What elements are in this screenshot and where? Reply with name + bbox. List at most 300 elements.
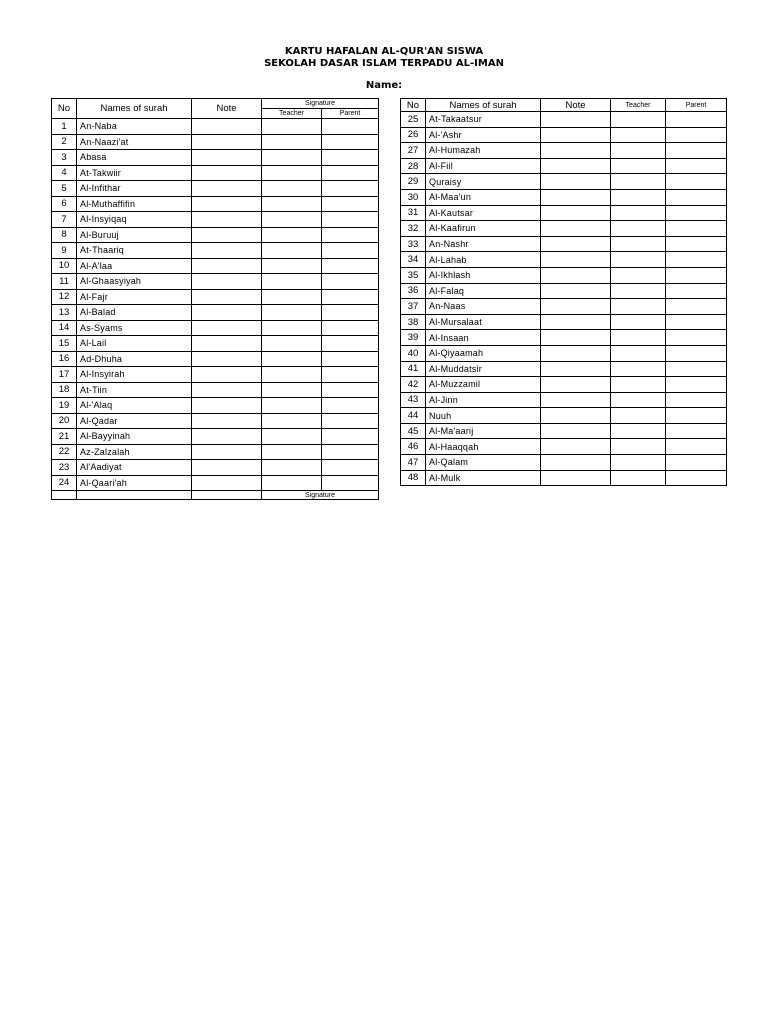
table-row xyxy=(401,439,727,455)
table-row xyxy=(52,150,379,166)
surah-name: Al-Insaan xyxy=(426,330,541,346)
teacher-signature-cell[interactable] xyxy=(262,274,322,290)
row-number: 26 xyxy=(401,127,426,143)
parent-signature-cell[interactable] xyxy=(322,413,379,429)
surah-name: Quraisy xyxy=(426,174,541,190)
surah-name: Al-Fajr xyxy=(77,289,192,305)
note-cell[interactable] xyxy=(192,413,262,429)
table-row xyxy=(401,455,727,471)
row-number: 1 xyxy=(52,119,77,135)
parent-signature-cell[interactable] xyxy=(322,258,379,274)
table-row xyxy=(401,112,727,128)
surah-table-left xyxy=(51,98,379,500)
table-row xyxy=(401,189,727,205)
note-cell[interactable] xyxy=(541,377,611,393)
parent-signature-cell[interactable] xyxy=(322,150,379,166)
parent-signature-cell[interactable] xyxy=(322,367,379,383)
table-row xyxy=(52,196,379,212)
row-number: 29 xyxy=(401,174,426,190)
table-row xyxy=(401,143,727,159)
header-names-of-surah: Names of surah xyxy=(426,99,541,112)
surah-name: Al-Qiyaamah xyxy=(426,345,541,361)
parent-signature-cell[interactable] xyxy=(322,289,379,305)
row-number: 5 xyxy=(52,181,77,197)
row-number: 20 xyxy=(52,413,77,429)
note-cell[interactable] xyxy=(541,283,611,299)
note-cell[interactable] xyxy=(541,392,611,408)
teacher-signature-cell[interactable] xyxy=(262,134,322,150)
surah-table-right xyxy=(400,98,727,486)
parent-signature-cell[interactable] xyxy=(666,252,727,268)
teacher-signature-cell[interactable] xyxy=(262,351,322,367)
table-row xyxy=(401,236,727,252)
parent-signature-cell[interactable] xyxy=(322,196,379,212)
note-cell[interactable] xyxy=(541,423,611,439)
parent-signature-cell[interactable] xyxy=(666,283,727,299)
footer-cell xyxy=(77,491,192,500)
row-number: 48 xyxy=(401,470,426,486)
row-number: 21 xyxy=(52,429,77,445)
surah-name: Al'Aadiyat xyxy=(77,460,192,476)
surah-name: Al-Muddatsir xyxy=(426,361,541,377)
teacher-signature-cell[interactable] xyxy=(262,150,322,166)
row-number: 6 xyxy=(52,196,77,212)
teacher-signature-cell[interactable] xyxy=(611,345,666,361)
table-row xyxy=(52,460,379,476)
parent-signature-cell[interactable] xyxy=(322,382,379,398)
surah-name: Al-Kaafirun xyxy=(426,221,541,237)
table-row xyxy=(401,127,727,143)
surah-name: Al-Ghaasyiyah xyxy=(77,274,192,290)
surah-name: An-Naba xyxy=(77,119,192,135)
note-cell[interactable] xyxy=(541,236,611,252)
teacher-signature-cell[interactable] xyxy=(262,165,322,181)
table-row xyxy=(52,398,379,414)
note-cell[interactable] xyxy=(192,134,262,150)
table-row xyxy=(52,336,379,352)
teacher-signature-cell[interactable] xyxy=(262,398,322,414)
note-cell[interactable] xyxy=(192,382,262,398)
surah-name: Al-Qalam xyxy=(426,455,541,471)
table-row xyxy=(401,267,727,283)
row-number: 25 xyxy=(401,112,426,128)
row-number: 19 xyxy=(52,398,77,414)
surah-name: Al-'Ashr xyxy=(426,127,541,143)
surah-name: Al-Humazah xyxy=(426,143,541,159)
row-number: 37 xyxy=(401,299,426,315)
teacher-signature-cell[interactable] xyxy=(262,429,322,445)
table-row xyxy=(52,413,379,429)
parent-signature-cell[interactable] xyxy=(666,314,727,330)
row-number: 11 xyxy=(52,274,77,290)
note-cell[interactable] xyxy=(192,258,262,274)
note-cell[interactable] xyxy=(541,143,611,159)
teacher-signature-cell[interactable] xyxy=(611,127,666,143)
parent-signature-cell[interactable] xyxy=(666,361,727,377)
note-cell[interactable] xyxy=(192,150,262,166)
note-cell[interactable] xyxy=(192,119,262,135)
note-cell[interactable] xyxy=(192,227,262,243)
teacher-signature-cell[interactable] xyxy=(611,423,666,439)
row-number: 28 xyxy=(401,158,426,174)
note-cell[interactable] xyxy=(541,408,611,424)
header-note: Note xyxy=(541,99,611,112)
parent-signature-cell[interactable] xyxy=(666,267,727,283)
teacher-signature-cell[interactable] xyxy=(262,212,322,228)
parent-signature-cell[interactable] xyxy=(666,236,727,252)
teacher-signature-cell[interactable] xyxy=(262,460,322,476)
parent-signature-cell[interactable] xyxy=(322,320,379,336)
teacher-signature-cell[interactable] xyxy=(611,330,666,346)
header-names-of-surah: Names of surah xyxy=(77,99,192,119)
note-cell[interactable] xyxy=(541,439,611,455)
parent-signature-cell[interactable] xyxy=(666,299,727,315)
teacher-signature-cell[interactable] xyxy=(262,444,322,460)
parent-signature-cell[interactable] xyxy=(322,165,379,181)
surah-name: Al-Haaqqah xyxy=(426,439,541,455)
row-number: 9 xyxy=(52,243,77,259)
teacher-signature-cell[interactable] xyxy=(611,252,666,268)
row-number: 33 xyxy=(401,236,426,252)
note-cell[interactable] xyxy=(541,345,611,361)
teacher-signature-cell[interactable] xyxy=(262,320,322,336)
header-signature: Signature xyxy=(262,99,379,109)
surah-name: Al-Buruuj xyxy=(77,227,192,243)
row-number: 30 xyxy=(401,189,426,205)
teacher-signature-cell[interactable] xyxy=(611,455,666,471)
row-number: 16 xyxy=(52,351,77,367)
table-row xyxy=(401,330,727,346)
surah-name: Ad-Dhuha xyxy=(77,351,192,367)
row-number: 4 xyxy=(52,165,77,181)
surah-name: An-Naas xyxy=(426,299,541,315)
surah-name: Al-Muzzamil xyxy=(426,377,541,393)
teacher-signature-cell[interactable] xyxy=(611,205,666,221)
teacher-signature-cell[interactable] xyxy=(262,196,322,212)
parent-signature-cell[interactable] xyxy=(666,221,727,237)
teacher-signature-cell[interactable] xyxy=(262,382,322,398)
surah-name: Al-Falaq xyxy=(426,283,541,299)
parent-signature-cell[interactable] xyxy=(322,212,379,228)
table-row xyxy=(52,119,379,135)
table-row xyxy=(401,283,727,299)
note-cell[interactable] xyxy=(541,221,611,237)
teacher-signature-cell[interactable] xyxy=(262,289,322,305)
row-number: 41 xyxy=(401,361,426,377)
parent-signature-cell[interactable] xyxy=(666,112,727,128)
parent-signature-cell[interactable] xyxy=(666,455,727,471)
surah-name: Al-'Alaq xyxy=(77,398,192,414)
parent-signature-cell[interactable] xyxy=(666,423,727,439)
table-row xyxy=(401,361,727,377)
teacher-signature-cell[interactable] xyxy=(611,361,666,377)
surah-name: Al-Kautsar xyxy=(426,205,541,221)
teacher-signature-cell[interactable] xyxy=(611,314,666,330)
note-cell[interactable] xyxy=(192,444,262,460)
teacher-signature-cell[interactable] xyxy=(262,336,322,352)
footer-cell xyxy=(192,491,262,500)
note-cell[interactable] xyxy=(192,460,262,476)
note-cell[interactable] xyxy=(192,274,262,290)
surah-name: Al-Ikhlash xyxy=(426,267,541,283)
row-number: 2 xyxy=(52,134,77,150)
parent-signature-cell[interactable] xyxy=(666,127,727,143)
table-row xyxy=(401,252,727,268)
note-cell[interactable] xyxy=(541,174,611,190)
teacher-signature-cell[interactable] xyxy=(611,143,666,159)
teacher-signature-cell[interactable] xyxy=(611,174,666,190)
parent-signature-cell[interactable] xyxy=(666,189,727,205)
row-number: 46 xyxy=(401,439,426,455)
row-number: 44 xyxy=(401,408,426,424)
note-cell[interactable] xyxy=(541,189,611,205)
table-row xyxy=(401,423,727,439)
surah-name: Al-Mulk xyxy=(426,470,541,486)
header-teacher: Teacher xyxy=(262,109,322,119)
header-parent: Parent xyxy=(322,109,379,119)
surah-name: Nuuh xyxy=(426,408,541,424)
table-row xyxy=(52,243,379,259)
note-cell[interactable] xyxy=(541,127,611,143)
row-number: 36 xyxy=(401,283,426,299)
table-row xyxy=(401,221,727,237)
parent-signature-cell[interactable] xyxy=(322,351,379,367)
surah-name: Al-Fiil xyxy=(426,158,541,174)
header-parent: Parent xyxy=(666,99,727,112)
surah-name: Al-Lahab xyxy=(426,252,541,268)
teacher-signature-cell[interactable] xyxy=(262,119,322,135)
row-number: 3 xyxy=(52,150,77,166)
note-cell[interactable] xyxy=(192,305,262,321)
parent-signature-cell[interactable] xyxy=(322,243,379,259)
school-name: SEKOLAH DASAR ISLAM TERPADU AL-IMAN xyxy=(264,58,504,69)
note-cell[interactable] xyxy=(192,320,262,336)
name-label: Name: xyxy=(365,80,403,91)
row-number: 45 xyxy=(401,423,426,439)
table-row xyxy=(401,392,727,408)
surah-name: At-Takwiir xyxy=(77,165,192,181)
table-row xyxy=(52,212,379,228)
note-cell[interactable] xyxy=(541,158,611,174)
row-number: 22 xyxy=(52,444,77,460)
table-row xyxy=(52,289,379,305)
note-cell[interactable] xyxy=(541,314,611,330)
note-cell[interactable] xyxy=(541,267,611,283)
parent-signature-cell[interactable] xyxy=(322,475,379,491)
teacher-signature-cell[interactable] xyxy=(611,470,666,486)
note-cell[interactable] xyxy=(541,252,611,268)
row-number: 32 xyxy=(401,221,426,237)
surah-name: Al-A'laa xyxy=(77,258,192,274)
table-row xyxy=(401,470,727,486)
row-number: 8 xyxy=(52,227,77,243)
table-row xyxy=(52,351,379,367)
parent-signature-cell[interactable] xyxy=(666,174,727,190)
parent-signature-cell[interactable] xyxy=(666,392,727,408)
table-row xyxy=(52,382,379,398)
row-number: 35 xyxy=(401,267,426,283)
note-cell[interactable] xyxy=(541,455,611,471)
header-teacher: Teacher xyxy=(611,99,666,112)
card-title: KARTU HAFALAN AL-QUR'AN SISWA xyxy=(284,46,484,57)
note-cell[interactable] xyxy=(541,470,611,486)
teacher-signature-cell[interactable] xyxy=(262,181,322,197)
parent-signature-cell[interactable] xyxy=(666,377,727,393)
parent-signature-cell[interactable] xyxy=(666,205,727,221)
parent-signature-cell[interactable] xyxy=(322,134,379,150)
table-row xyxy=(401,299,727,315)
parent-signature-cell[interactable] xyxy=(322,181,379,197)
row-number: 17 xyxy=(52,367,77,383)
note-cell[interactable] xyxy=(192,475,262,491)
teacher-signature-cell[interactable] xyxy=(611,377,666,393)
row-number: 47 xyxy=(401,455,426,471)
parent-signature-cell[interactable] xyxy=(666,470,727,486)
footer-signature: Signature xyxy=(262,491,379,500)
table-row xyxy=(401,205,727,221)
note-cell[interactable] xyxy=(192,429,262,445)
table-row xyxy=(52,429,379,445)
surah-name: Al-Qadar xyxy=(77,413,192,429)
row-number: 38 xyxy=(401,314,426,330)
table-row xyxy=(401,174,727,190)
note-cell[interactable] xyxy=(192,336,262,352)
surah-name: At-Tiin xyxy=(77,382,192,398)
teacher-signature-cell[interactable] xyxy=(262,475,322,491)
note-cell[interactable] xyxy=(192,243,262,259)
parent-signature-cell[interactable] xyxy=(322,429,379,445)
surah-name: Al-Jinn xyxy=(426,392,541,408)
note-cell[interactable] xyxy=(192,196,262,212)
parent-signature-cell[interactable] xyxy=(666,330,727,346)
surah-name: At-Thaariq xyxy=(77,243,192,259)
parent-signature-cell[interactable] xyxy=(322,444,379,460)
table-row xyxy=(401,345,727,361)
parent-signature-cell[interactable] xyxy=(666,345,727,361)
teacher-signature-cell[interactable] xyxy=(611,299,666,315)
teacher-signature-cell[interactable] xyxy=(262,227,322,243)
teacher-signature-cell[interactable] xyxy=(262,367,322,383)
row-number: 13 xyxy=(52,305,77,321)
teacher-signature-cell[interactable] xyxy=(611,112,666,128)
teacher-signature-cell[interactable] xyxy=(262,305,322,321)
surah-name: At-Takaatsur xyxy=(426,112,541,128)
teacher-signature-cell[interactable] xyxy=(611,283,666,299)
table-row xyxy=(52,444,379,460)
header-note: Note xyxy=(192,99,262,119)
note-cell[interactable] xyxy=(541,112,611,128)
surah-name: Al-Maa'un xyxy=(426,189,541,205)
student-name-line xyxy=(0,80,768,91)
header-no: No xyxy=(401,99,426,112)
teacher-signature-cell[interactable] xyxy=(611,236,666,252)
teacher-signature-cell[interactable] xyxy=(611,392,666,408)
note-cell[interactable] xyxy=(192,398,262,414)
table-row xyxy=(52,227,379,243)
note-cell[interactable] xyxy=(541,330,611,346)
row-number: 23 xyxy=(52,460,77,476)
table-row xyxy=(52,134,379,150)
note-cell[interactable] xyxy=(192,165,262,181)
teacher-signature-cell[interactable] xyxy=(262,243,322,259)
surah-name: Al-Lail xyxy=(77,336,192,352)
teacher-signature-cell[interactable] xyxy=(611,189,666,205)
teacher-signature-cell[interactable] xyxy=(262,258,322,274)
table-row xyxy=(52,305,379,321)
teacher-signature-cell[interactable] xyxy=(611,439,666,455)
note-cell[interactable] xyxy=(541,205,611,221)
table-row xyxy=(52,258,379,274)
note-cell[interactable] xyxy=(192,212,262,228)
note-cell[interactable] xyxy=(192,289,262,305)
surah-name: Al-Muthaffifin xyxy=(77,196,192,212)
row-number: 24 xyxy=(52,475,77,491)
surah-name: Al-Balad xyxy=(77,305,192,321)
table-row xyxy=(401,377,727,393)
parent-signature-cell[interactable] xyxy=(666,439,727,455)
note-cell[interactable] xyxy=(192,181,262,197)
note-cell[interactable] xyxy=(192,367,262,383)
footer-cell xyxy=(52,491,77,500)
parent-signature-cell[interactable] xyxy=(322,227,379,243)
surah-name: Al-Mursalaat xyxy=(426,314,541,330)
parent-signature-cell[interactable] xyxy=(322,119,379,135)
row-number: 42 xyxy=(401,377,426,393)
surah-name: Az-Zalzalah xyxy=(77,444,192,460)
note-cell[interactable] xyxy=(541,299,611,315)
header-no: No xyxy=(52,99,77,119)
parent-signature-cell[interactable] xyxy=(322,460,379,476)
parent-signature-cell[interactable] xyxy=(322,398,379,414)
surah-name: Al-Insyiqaq xyxy=(77,212,192,228)
teacher-signature-cell[interactable] xyxy=(611,158,666,174)
table-row xyxy=(52,274,379,290)
table-row xyxy=(401,158,727,174)
table-row xyxy=(52,320,379,336)
teacher-signature-cell[interactable] xyxy=(611,408,666,424)
note-cell[interactable] xyxy=(541,361,611,377)
row-number: 18 xyxy=(52,382,77,398)
row-number: 31 xyxy=(401,205,426,221)
row-number: 14 xyxy=(52,320,77,336)
parent-signature-cell[interactable] xyxy=(322,305,379,321)
teacher-signature-cell[interactable] xyxy=(262,413,322,429)
table-row xyxy=(52,165,379,181)
surah-name: Al-Insyirah xyxy=(77,367,192,383)
row-number: 12 xyxy=(52,289,77,305)
table-row xyxy=(401,408,727,424)
teacher-signature-cell[interactable] xyxy=(611,221,666,237)
note-cell[interactable] xyxy=(192,351,262,367)
surah-name: As-Syams xyxy=(77,320,192,336)
parent-signature-cell[interactable] xyxy=(322,274,379,290)
parent-signature-cell[interactable] xyxy=(666,408,727,424)
surah-name: Al-Ma'aarij xyxy=(426,423,541,439)
parent-signature-cell[interactable] xyxy=(666,158,727,174)
parent-signature-cell[interactable] xyxy=(322,336,379,352)
row-number: 7 xyxy=(52,212,77,228)
surah-name: Al-Infithar xyxy=(77,181,192,197)
surah-name: Abasa xyxy=(77,150,192,166)
table-row xyxy=(52,475,379,491)
teacher-signature-cell[interactable] xyxy=(611,267,666,283)
table-row xyxy=(52,367,379,383)
parent-signature-cell[interactable] xyxy=(666,143,727,159)
surah-name: An-Nashr xyxy=(426,236,541,252)
surah-name: Al-Bayyinah xyxy=(77,429,192,445)
row-number: 15 xyxy=(52,336,77,352)
table-row xyxy=(401,314,727,330)
